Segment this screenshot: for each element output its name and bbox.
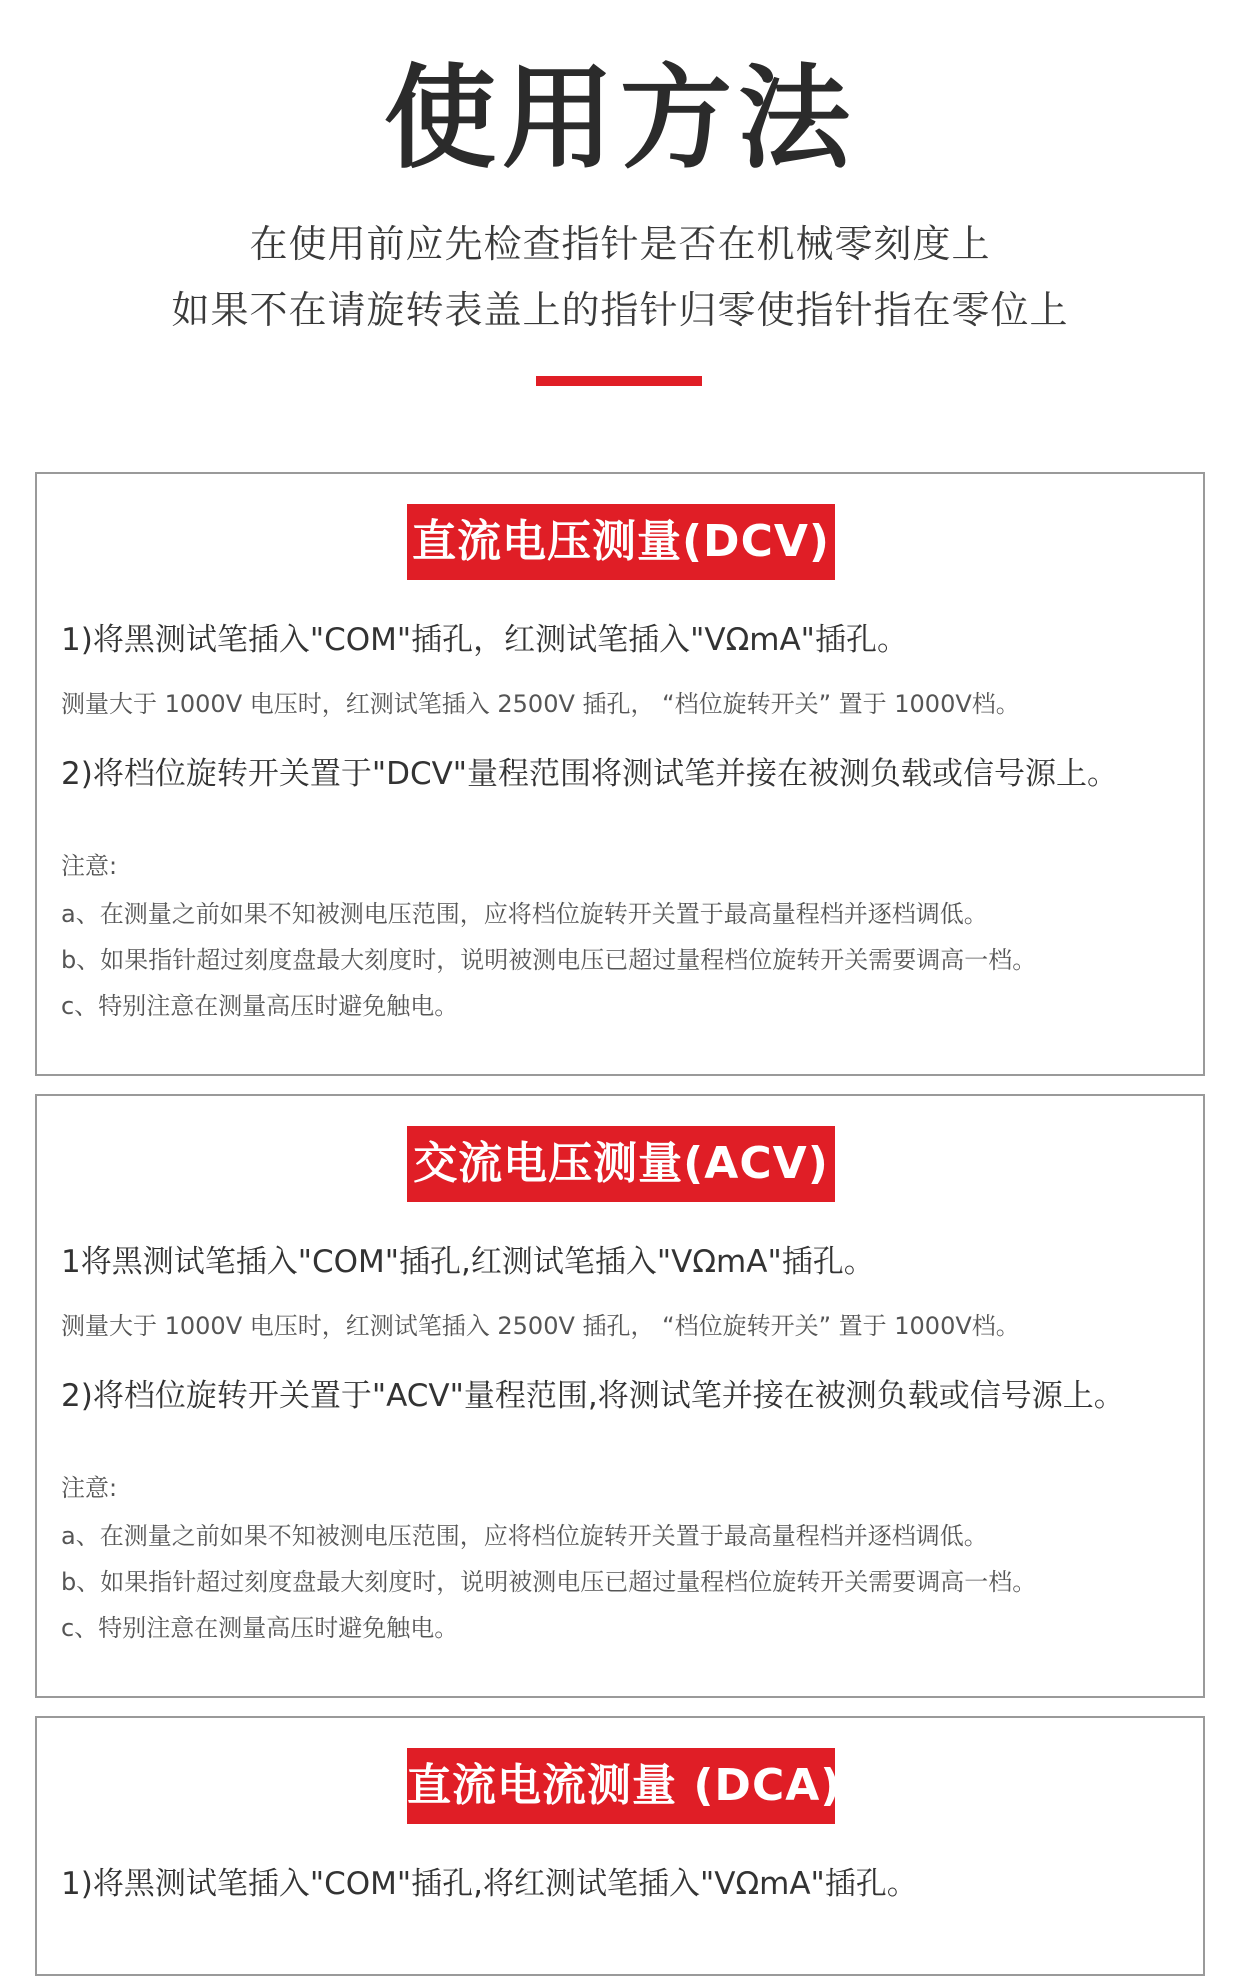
dca-step-1: 1)将黑测试笔插入"COM"插孔,将红测试笔插入"VΩmA"插孔。 [61, 1866, 918, 1902]
acv-note-title: 注意: [61, 1474, 118, 1502]
dcv-note-b: b、如果指针超过刻度盘最大刻度时，说明被测电压已超过量程档位旋转开关需要调高一档。 [61, 946, 1037, 974]
acv-note-b: b、如果指针超过刻度盘最大刻度时，说明被测电压已超过量程档位旋转开关需要调高一档。 [61, 1568, 1037, 1596]
dcv-badge: 直流电压测量(DCV) [407, 504, 835, 580]
subtitle-line-2: 如果不在请旋转表盖上的指针归零使指针指在零位上 [171, 288, 1069, 332]
dcv-note-a: a、在测量之前如果不知被测电压范围，应将档位旋转开关置于最高量程档并逐档调低。 [61, 900, 988, 928]
acv-detail: 测量大于 1000V 电压时，红测试笔插入 2500V 插孔， “档位旋转开关” 置于 1000V档。 [61, 1312, 1020, 1340]
acv-note-a: a、在测量之前如果不知被测电压范围，应将档位旋转开关置于最高量程档并逐档调低。 [61, 1522, 988, 1550]
acv-note-c: c、特别注意在测量高压时避免触电。 [61, 1614, 459, 1642]
dcv-note-c: c、特别注意在测量高压时避免触电。 [61, 992, 459, 1020]
title-underline [536, 376, 702, 386]
dca-section [35, 1716, 1205, 1976]
dcv-step-2: 2)将档位旋转开关置于"DCV"量程范围将测试笔并接在被测负载或信号源上。 [61, 756, 1119, 792]
dcv-detail: 测量大于 1000V 电压时，红测试笔插入 2500V 插孔， “档位旋转开关” 置于 1000V档。 [61, 690, 1020, 718]
dca-badge: 直流电流测量 (DCA) [407, 1748, 835, 1824]
dcv-note-title: 注意: [61, 852, 118, 880]
page-title: 使用方法 [384, 54, 856, 184]
acv-step-2: 2)将档位旋转开关置于"ACV"量程范围,将测试笔并接在被测负载或信号源上。 [61, 1378, 1125, 1414]
dcv-step-1: 1)将黑测试笔插入"COM"插孔，红测试笔插入"VΩmA"插孔。 [61, 622, 908, 658]
dcv-section [35, 472, 1205, 1076]
acv-badge: 交流电压测量(ACV) [407, 1126, 835, 1202]
subtitle-line-1: 在使用前应先检查指针是否在机械零刻度上 [249, 222, 991, 266]
acv-section [35, 1094, 1205, 1698]
acv-step-1: 1将黑测试笔插入"COM"插孔,红测试笔插入"VΩmA"插孔。 [61, 1244, 875, 1280]
